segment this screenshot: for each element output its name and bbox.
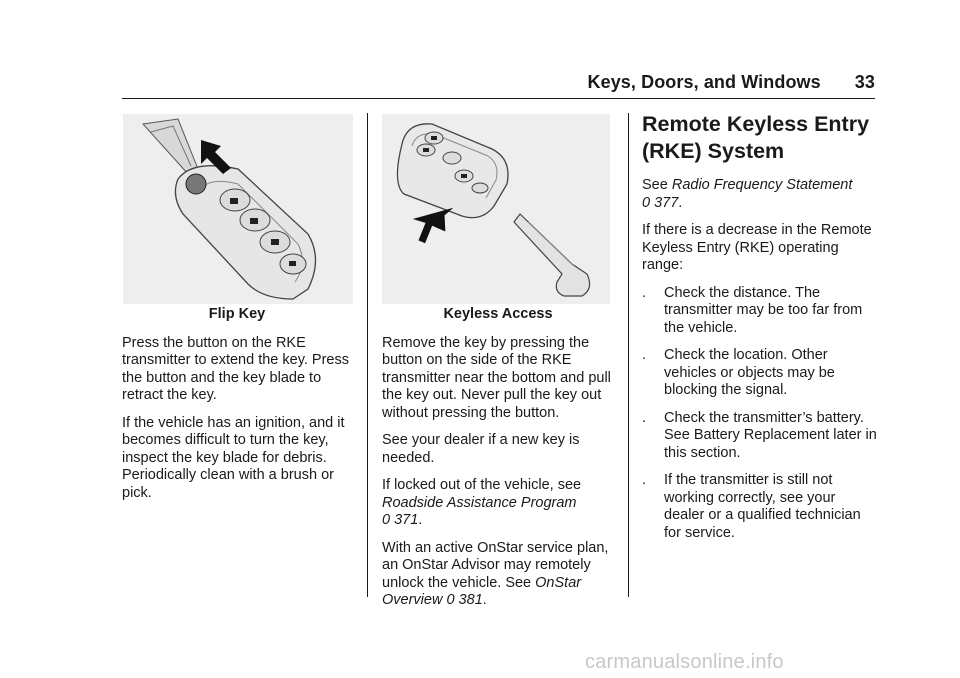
page-reference[interactable]: 0 371 <box>382 512 419 528</box>
list-item: . If the transmitter is still not working correctly, see your dealer or a qualified technician for service. <box>642 472 861 541</box>
page-header <box>0 72 875 93</box>
column-divider <box>628 113 629 597</box>
list-item: . Check the transmitter’s battery. See Battery Replacement later in this section. <box>642 409 877 461</box>
page-number: 33 <box>854 72 875 92</box>
column-divider <box>367 113 368 597</box>
page-reference[interactable]: 0 381 <box>446 592 483 608</box>
paragraph: See your dealer if a new key is needed. <box>382 432 580 466</box>
paragraph: With an active OnStar service plan, an OnStar Advisor may remotely unlock the vehicle. See OnStar Overview 0 381. <box>382 539 609 608</box>
figure-caption-flip-key: Flip Key <box>208 306 266 322</box>
watermark: carmanualsonline.info <box>585 651 784 673</box>
left-column <box>122 306 352 512</box>
paragraph: If there is a decrease in the Remote Keyless Entry (RKE) operating range: <box>642 222 872 273</box>
flip-key-illustration <box>123 114 353 304</box>
keyless-access-illustration <box>382 114 610 304</box>
paragraph: See Radio Frequency Statement 0 377. <box>642 177 853 211</box>
header-rule <box>122 98 875 99</box>
paragraph: Remove the key by pressing the button on the side of the RKE transmitter near the bottom and pull the key out. Never pull the key out without pressing the button. <box>382 334 611 421</box>
cross-reference-link[interactable]: OnStar Overview <box>382 574 582 608</box>
right-column <box>642 111 878 552</box>
paragraph: Press the button on the RKE transmitter to extend the key. Press the button and the key blade to retract the key. <box>122 334 349 403</box>
figure-caption-keyless-access: Keyless Access <box>443 306 553 322</box>
list-item: . Check the distance. The transmitter may be too far from the vehicle. <box>642 284 863 336</box>
cross-reference-link[interactable]: Radio Frequency Statement <box>671 177 853 193</box>
paragraph: If locked out of the vehicle, see Roadside Assistance Program 0 371. <box>382 477 582 528</box>
cross-reference-link[interactable]: Roadside Assistance Program <box>382 494 577 511</box>
page-reference[interactable]: 0 377 <box>642 194 679 211</box>
list-item: . Check the location. Other vehicles or objects may be blocking the signal. <box>642 347 835 398</box>
section-title: Keys, Doors, and Windows <box>587 72 821 92</box>
section-heading: Remote Keyless Entry (RKE) System <box>642 112 870 163</box>
paragraph: If the vehicle has an ignition, and it becomes difficult to turn the key, inspect the key blade for debris. Periodically clean with a brush or pick. <box>122 414 345 501</box>
middle-column <box>382 306 614 620</box>
